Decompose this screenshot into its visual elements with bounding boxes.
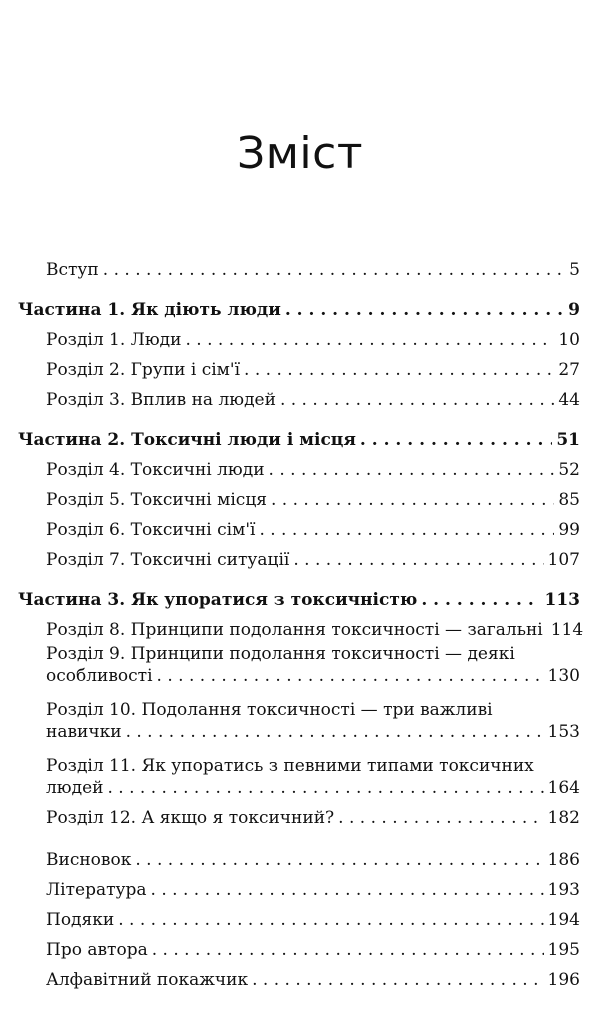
toc-entry-chapter-4	[46, 454, 580, 480]
toc-entry-chapter-9-line1: Розділ 9. Принципи подолання токсичності — деякі	[46, 644, 515, 664]
toc-entry-acknowledgements	[46, 904, 580, 930]
toc-page-number: 114	[550, 620, 584, 640]
toc-entry-label: Розділ 7. Токсичні ситуації	[46, 550, 290, 570]
toc-page-number: 52	[558, 460, 580, 480]
toc-page-number: 130	[547, 666, 580, 686]
dot-leader	[157, 666, 544, 686]
toc-page-number: 27	[558, 360, 580, 380]
toc-entry-part-3	[18, 584, 580, 610]
toc-page-number: 196	[547, 970, 580, 990]
toc-entry-index	[46, 964, 580, 990]
toc-entry-label: Розділ 2. Групи і сім'ї	[46, 360, 241, 380]
toc-entry-literature	[46, 874, 580, 900]
dot-leader	[421, 590, 540, 610]
dot-leader	[269, 460, 555, 480]
toc-entry-label: Частина 2. Токсичні люди і місця	[18, 430, 356, 450]
dot-leader	[259, 520, 554, 540]
dot-leader	[271, 490, 554, 510]
toc-page-number: 107	[547, 550, 580, 570]
dot-leader	[280, 390, 554, 410]
toc-page-number: 99	[558, 520, 580, 540]
toc-entry-about-author	[46, 934, 580, 960]
dot-leader	[152, 940, 544, 960]
dot-leader	[244, 360, 554, 380]
toc-page-number: 195	[547, 940, 580, 960]
dot-leader	[107, 778, 543, 798]
toc-page-number: 164	[547, 778, 580, 798]
toc-entry-label: Розділ 5. Токсичні місця	[46, 490, 267, 510]
toc-entry-chapter-10-line1: Розділ 10. Подолання токсичності — три важливі	[46, 700, 493, 720]
toc-entry-chapter-3	[46, 384, 580, 410]
dot-leader	[252, 970, 543, 990]
toc-page-number: 85	[558, 490, 580, 510]
dot-leader	[293, 550, 543, 570]
toc-entry-label: Розділ 6. Токсичні сім'ї	[46, 520, 256, 540]
toc-page-number: 193	[547, 880, 580, 900]
page-title: Зміст	[237, 128, 363, 179]
toc-entry-label: Література	[46, 880, 147, 900]
toc-entry-intro	[46, 254, 580, 280]
toc-entry-label: Розділ 12. А якщо я токсичний?	[46, 808, 335, 828]
toc-entry-chapter-9	[46, 660, 580, 686]
toc-entry-label: Про автора	[46, 940, 148, 960]
toc-entry-label: Алфавітний покажчик	[46, 970, 249, 990]
toc-entry-label: Частина 3. Як упоратися з токсичністю	[18, 590, 418, 610]
toc-entry-chapter-10	[46, 716, 580, 742]
toc-page-number: 113	[544, 590, 580, 610]
toc-entry-label: Частина 1. Як діють люди	[18, 300, 281, 320]
toc-entry-label: Вступ	[46, 260, 99, 280]
dot-leader	[360, 430, 552, 450]
toc-entry-chapter-8	[46, 614, 584, 640]
toc-entry-label: Розділ 1. Люди	[46, 330, 182, 350]
toc-entry-label: особливості	[46, 666, 153, 686]
toc-entry-part-2	[18, 424, 580, 450]
toc-entry-chapter-6	[46, 514, 580, 540]
toc-entry-chapter-2	[46, 354, 580, 380]
toc-entry-chapter-1	[46, 324, 580, 350]
dot-leader	[103, 260, 564, 280]
dot-leader	[151, 880, 544, 900]
toc-entry-chapter-11-line1: Розділ 11. Як упоратись з певними типами токсичних	[46, 756, 534, 776]
toc-entry-label: Подяки	[46, 910, 115, 930]
toc-page-number: 44	[558, 390, 580, 410]
toc-entry-label: Розділ 4. Токсичні люди	[46, 460, 265, 480]
toc-page-number: 194	[547, 910, 580, 930]
dot-leader	[118, 910, 543, 930]
toc-entry-label: Розділ 3. Вплив на людей	[46, 390, 276, 410]
toc-entry-label: Висновок	[46, 850, 132, 870]
toc-entry-chapter-7	[46, 544, 580, 570]
toc-entry-chapter-11	[46, 772, 580, 798]
toc-entry-chapter-5	[46, 484, 580, 510]
toc-entry-conclusion	[46, 844, 580, 870]
toc-entry-label: Розділ 8. Принципи подолання токсичності — загальні	[46, 620, 543, 640]
dot-leader	[185, 330, 554, 350]
toc-page-number: 182	[547, 808, 580, 828]
toc-page-number: 9	[568, 300, 580, 320]
toc-page-number: 51	[556, 430, 580, 450]
dot-leader	[285, 300, 564, 320]
toc-entry-chapter-12	[46, 802, 580, 828]
toc-page-number: 153	[547, 722, 580, 742]
toc-entry-label: людей	[46, 778, 104, 798]
toc-entry-part-1	[18, 294, 580, 320]
toc-page-number: 186	[547, 850, 580, 870]
dot-leader	[338, 808, 543, 828]
toc-entry-label: навички	[46, 722, 122, 742]
toc-page-number: 5	[569, 260, 580, 280]
dot-leader	[135, 850, 543, 870]
toc-page-number: 10	[558, 330, 580, 350]
dot-leader	[126, 722, 544, 742]
